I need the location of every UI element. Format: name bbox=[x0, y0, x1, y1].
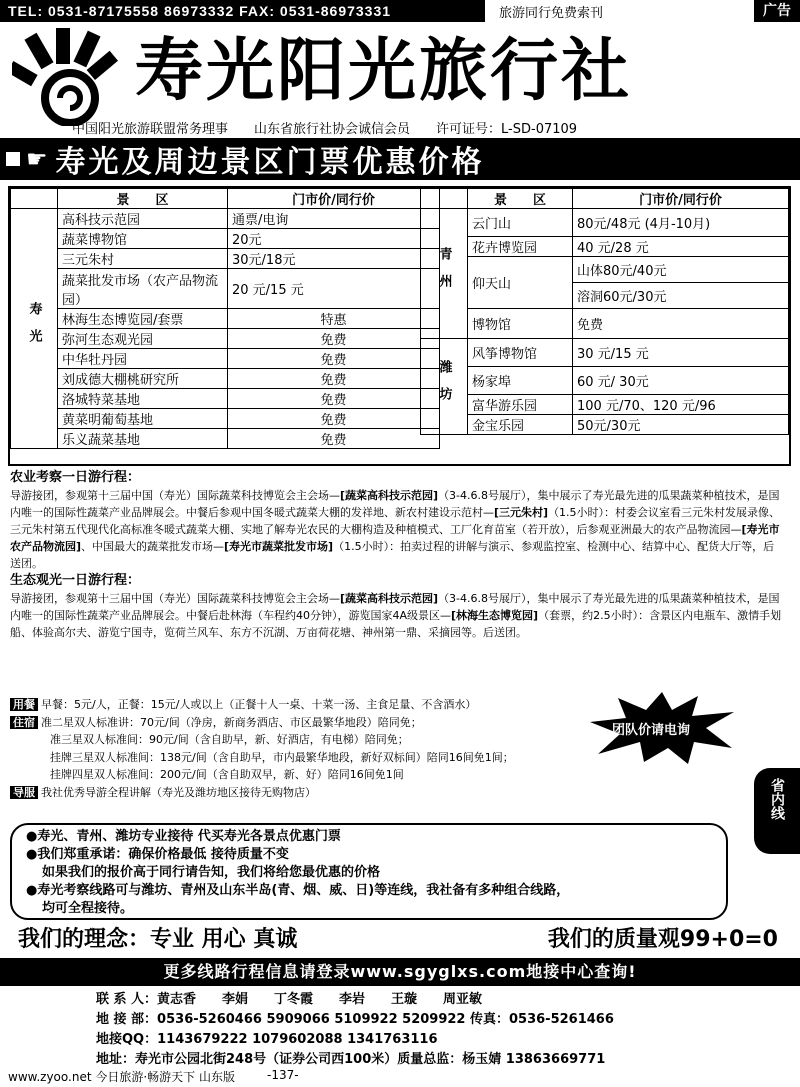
text-run: （套票，约2.5小时）：含景区内电瓶车、激情手划船、体验高尔夫、游览宁国寺，览荷兰风车、东方不沉湖、万亩荷花塘、神州第一鼎、采摘园等。后送团。 bbox=[10, 609, 782, 639]
scenic-header: 景 区 bbox=[468, 189, 573, 209]
scenic-price: 100 元/70、120 元/96 bbox=[573, 395, 789, 415]
scenic-price: 免费 bbox=[228, 389, 440, 409]
scenic-price: 特惠 bbox=[228, 309, 440, 329]
promise-line-5: 均可全程接待。 bbox=[42, 901, 134, 916]
top-contact-bar bbox=[0, 0, 800, 22]
itinerary-1-text bbox=[10, 487, 785, 572]
itinerary-1-title: 农业考察一日游行程： bbox=[10, 470, 141, 485]
province-tab bbox=[754, 768, 800, 854]
pointing-hand-icon: ☛ bbox=[26, 145, 48, 173]
itinerary-2-title: 生态观光一日游行程： bbox=[10, 573, 141, 588]
text-run-bold: [寿光市蔬菜批发市场] bbox=[224, 540, 334, 553]
text-run-bold: [寿光市农产品物流园] bbox=[10, 523, 780, 553]
region-header bbox=[421, 189, 468, 209]
text-run-bold: [林海生态博览园] bbox=[451, 609, 539, 622]
scenic-name: 中华牡丹园 bbox=[58, 349, 228, 369]
scenic-name: 乐义蔬菜基地 bbox=[58, 429, 228, 449]
promise-line-1: ●寿光、青州、潍坊专业接待 代买寿光各景点优惠门票 bbox=[26, 829, 341, 844]
scenic-name: 仰天山 bbox=[468, 257, 573, 309]
text-run: （3-4.6.8号展厅），集中展示了寿光最先进的瓜果蔬菜种植技术，是国内唯一的国际性蔬菜产业品牌展会。中餐后赴林海（车程约40分钟），游览国家4A级景区— bbox=[10, 592, 780, 622]
motto-line bbox=[18, 922, 778, 953]
itinerary-2-text bbox=[10, 590, 785, 641]
contact-people: 联 系 人：黄志香 李娟 丁冬霞 李岩 王璇 周亚敏 bbox=[96, 992, 483, 1007]
region-header bbox=[11, 189, 58, 209]
guide-tag: 导服 bbox=[10, 786, 38, 799]
scenic-price: 山体80元/40元 bbox=[573, 257, 789, 283]
text-run-bold: [蔬菜高科技示范园] bbox=[340, 489, 439, 502]
scenic-name: 弥河生态观光园 bbox=[58, 329, 228, 349]
agency-name: 寿光阳光旅行社 bbox=[135, 32, 633, 111]
scenic-price: 通票/电询 bbox=[228, 209, 440, 229]
scenic-price: 免费 bbox=[228, 349, 440, 369]
qingzhou-weifang-table bbox=[420, 188, 789, 435]
scenic-price: 20元 bbox=[228, 229, 440, 249]
scenic-price: 溶洞60元/30元 bbox=[573, 283, 789, 309]
scenic-price: 免费 bbox=[228, 369, 440, 389]
contact-qq: 地接QQ：1143679222 1079602088 1341763116 bbox=[96, 1032, 438, 1047]
footer-site[interactable]: www.zyoo.net 今日旅游·畅游天下 山东版 bbox=[8, 1070, 235, 1084]
group-price-burst bbox=[588, 692, 736, 764]
scenic-price: 30元/18元 bbox=[228, 249, 440, 269]
scenic-price: 40 元/28 元 bbox=[573, 237, 789, 257]
region-shouguang: 寿光 bbox=[11, 209, 58, 449]
top-contact: TEL: 0531-87175558 86973332 FAX: 0531-86973331 bbox=[0, 0, 485, 22]
scenic-name: 博物馆 bbox=[468, 309, 573, 339]
scenic-name: 杨家埠 bbox=[468, 367, 573, 395]
scenic-price: 免费 bbox=[228, 429, 440, 449]
scenic-name: 富华游乐园 bbox=[468, 395, 573, 415]
scenic-name: 花卉博览园 bbox=[468, 237, 573, 257]
scenic-name: 蔬菜批发市场（农产品物流园） bbox=[58, 269, 228, 309]
contact-phone: 地 接 部：0536-5260466 5909066 5109922 5209922 传真：0536-5261466 bbox=[96, 1012, 614, 1027]
scenic-price: 60 元/ 30元 bbox=[573, 367, 789, 395]
ad-label: 广告 bbox=[754, 0, 800, 22]
text-run: （1.5小时）：拍卖过程的讲解与演示、参观监控室、检测中心、结算中心、配货大厅等，后送团。 bbox=[10, 540, 775, 570]
lodge-text-2: 准三星双人标准间：90元/间（含自助早，新、好酒店，有电梯）陪同免； bbox=[50, 733, 409, 746]
page-number: -137- bbox=[266, 1068, 299, 1082]
text-run: （3-4.6.8号展厅），集中展示了寿光最先进的瓜果蔬菜种植技术，是国内唯一的国际性蔬菜产业品牌展会。中餐后参观中国冬暖式蔬菜大棚的发祥地、新农村建设示范村— bbox=[10, 489, 780, 519]
lodge-tag: 住宿 bbox=[10, 716, 38, 729]
province-label: 省内线 bbox=[769, 778, 785, 820]
license: 许可证号：L-SD-07109 bbox=[436, 122, 578, 137]
contact-address: 地址：寿光市公园北街248号（证券公司西100米）质量总监：杨玉婧 13863669771 bbox=[96, 1052, 606, 1067]
scenic-name: 金宝乐园 bbox=[468, 415, 573, 435]
text-run-bold: [蔬菜高科技示范园] bbox=[340, 592, 439, 605]
scenic-name: 林海生态博览园/套票 bbox=[58, 309, 228, 329]
meal-text: 早餐：5元/人，正餐：15元/人或以上（正餐十人一桌、十菜一汤、主食足量、不含酒水） bbox=[41, 698, 477, 711]
member-1: 中国阳光旅游联盟常务理事 bbox=[72, 122, 229, 137]
group-price-text: 团队价请电询 bbox=[612, 723, 691, 738]
scenic-price: 20 元/15 元 bbox=[228, 269, 440, 309]
scenic-name: 三元朱村 bbox=[58, 249, 228, 269]
text-run: （1.5小时）：村委会议室看三元朱村发展录像、三元朱村第五代现代化高标准冬暖式蔬菜大棚、实地了解寿光农民的大棚构造及种植模式、工厂化育苗室（若开放），后参观亚洲最大的农产品物流园— bbox=[10, 506, 781, 536]
promise-line-4: ●寿光考察线路可与潍坊、青州及山东半岛(青、烟、威、日)等连线，我社备有多种组合线路， bbox=[26, 883, 570, 898]
lodge-text-3: 挂牌三星双人标准间：138元/间（含自助早，市内最繁华地段，新好双标间）陪同16间免1间； bbox=[50, 750, 514, 764]
agency-credentials bbox=[72, 118, 577, 137]
scenic-header: 景 区 bbox=[58, 189, 228, 209]
text-run: 、中国最大的蔬菜批发市场— bbox=[81, 540, 225, 553]
scenic-name: 风筝博物馆 bbox=[468, 339, 573, 367]
meal-tag: 用餐 bbox=[10, 698, 38, 711]
square-icon bbox=[6, 152, 20, 166]
region-qingzhou: 青州 bbox=[421, 209, 468, 339]
text-run-bold: [三元朱村] bbox=[494, 506, 549, 519]
sun-logo-icon bbox=[12, 26, 130, 126]
text-run: 导游接团，参观第十三届中国（寿光）国际蔬菜科技博览会主会场— bbox=[10, 592, 340, 605]
scenic-name: 黄菜明葡萄基地 bbox=[58, 409, 228, 429]
website-bar[interactable]: 更多线路行程信息请登录www.sgyglxs.com地接中心查询! bbox=[0, 958, 800, 986]
ticket-banner bbox=[0, 138, 800, 180]
itineraries bbox=[10, 469, 785, 641]
lodge-text-4: 挂牌四星双人标准间：200元/间（含自助双早，新、好）陪同16间免1间 bbox=[50, 768, 404, 781]
price-header: 门市价/同行价 bbox=[228, 189, 440, 209]
banner-title: 寿光及周边景区门票优惠价格 bbox=[55, 145, 485, 180]
contact-block bbox=[96, 990, 614, 1070]
scenic-price: 50元/30元 bbox=[573, 415, 789, 435]
scenic-price: 30 元/15 元 bbox=[573, 339, 789, 367]
scenic-price: 免费 bbox=[573, 309, 789, 339]
guide-text: 我社优秀导游全程讲解（寿光及潍坊地区接待无购物店） bbox=[41, 785, 316, 799]
promise-line-3: 如果我们的报价高于同行请告知，我们将给您最优惠的价格 bbox=[42, 865, 381, 880]
member-2: 山东省旅行社协会诚信会员 bbox=[254, 122, 411, 137]
scenic-name: 刘成德大棚桃研究所 bbox=[58, 369, 228, 389]
lodge-text-1: 准二星双人标准讲：70元/间（净房，新商务酒店、市区最繁华地段）陪同免； bbox=[41, 715, 422, 729]
scenic-name: 蔬菜博物馆 bbox=[58, 229, 228, 249]
guide-line bbox=[10, 784, 790, 802]
promise-box bbox=[10, 823, 728, 920]
shouguang-table bbox=[10, 188, 440, 449]
motto-quality: 我们的质量观99+0=0 bbox=[547, 927, 778, 952]
scenic-name: 高科技示范园 bbox=[58, 209, 228, 229]
free-index-label: 旅游同行免费索刊 bbox=[499, 5, 604, 21]
price-header: 门市价/同行价 bbox=[573, 189, 789, 209]
scenic-name: 云门山 bbox=[468, 209, 573, 237]
ticket-price-table bbox=[8, 186, 791, 466]
scenic-price: 80元/48元 (4月-10月) bbox=[573, 209, 789, 237]
scenic-price: 免费 bbox=[228, 329, 440, 349]
scenic-name: 洛城特菜基地 bbox=[58, 389, 228, 409]
text-run: 导游接团，参观第十三届中国（寿光）国际蔬菜科技博览会主会场— bbox=[10, 489, 340, 502]
motto-philosophy: 我们的理念：专业 用心 真诚 bbox=[18, 927, 298, 952]
scenic-price: 免费 bbox=[228, 409, 440, 429]
promise-line-2: ●我们郑重承诺：确保价格最低 接待质量不变 bbox=[26, 847, 289, 862]
region-weifang: 潍坊 bbox=[421, 339, 468, 435]
page-footer bbox=[8, 1068, 299, 1085]
